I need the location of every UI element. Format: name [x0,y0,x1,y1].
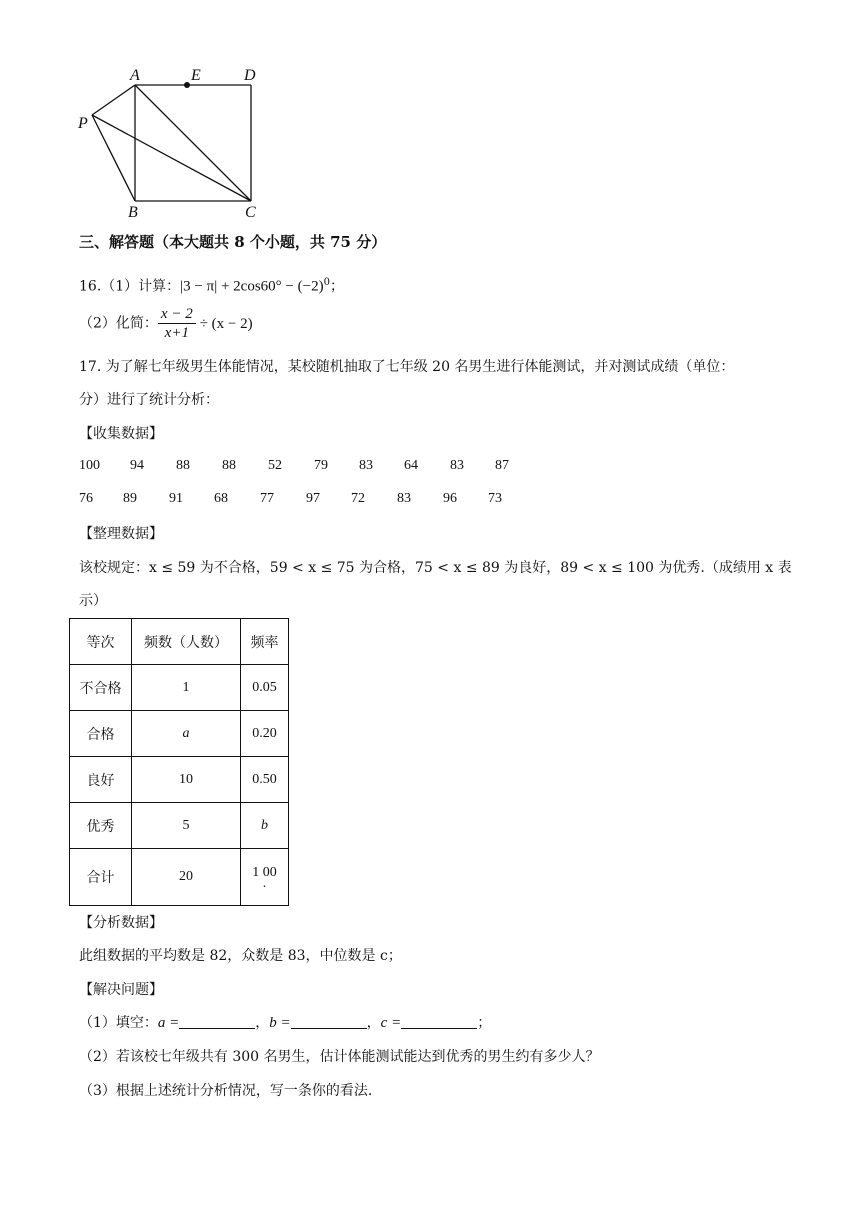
section-heading: 三、解答题（本大题共 8 个小题，共 75 分） [79,233,387,251]
geometry-figure [70,62,270,222]
data-value: 96 [443,491,457,506]
table-cell: 0.50 [241,757,289,803]
table-header-cell: 频率 [241,619,289,665]
q16-part2-fraction [158,305,196,342]
label-c: C [245,204,256,221]
fill-end: ； [477,1015,492,1031]
data-value: 100 [79,458,100,473]
table-cell: a [132,711,241,757]
data-value: 76 [79,491,93,506]
solve-heading: 【解决问题】 [79,982,163,998]
q16-part1-prefix: 16.（1）计算： [79,278,181,295]
analyze-text: 此组数据的平均数是 82，众数是 83，中位数是 c； [79,948,402,964]
answer-blank-c[interactable] [401,1014,477,1029]
table-header-cell: 等次 [70,619,132,665]
fill-separator: ， [255,1015,270,1031]
total-frequency-dot: . [262,876,267,891]
table-cell: 0.05 [241,665,289,711]
data-value: 64 [404,458,418,473]
point-e [184,82,190,88]
data-value: 94 [130,458,144,473]
data-value: 88 [176,458,190,473]
answer-blank-a[interactable] [179,1014,255,1029]
segment-pb [92,115,135,201]
data-value: 89 [123,491,137,506]
table-cell: 优秀 [70,803,132,849]
table-row [70,803,289,849]
table-cell: 0.20 [241,711,289,757]
table-cell: 良好 [70,757,132,803]
data-value: 83 [450,458,464,473]
table-cell: 不合格 [70,665,132,711]
q16-part2-numerator: x − 2 [158,305,196,324]
answer-blank-b[interactable] [291,1014,367,1029]
q17-intro-line1: 17. 为了解七年级男生体能情况，某校随机抽取了七年级 20 名男生进行体能测试，并对测试成绩（单位： [79,359,735,375]
label-a: A [130,67,140,84]
table-cell-total-frequency [241,849,289,906]
data-value: 68 [214,491,228,506]
table-cell: 5 [132,803,241,849]
table-row [70,711,289,757]
data-value: 52 [268,458,282,473]
q16-part2-denominator: x+1 [164,325,189,341]
question-3: （3）根据上述统计分析情况，写一条你的看法. [79,1083,373,1099]
data-value: 79 [314,458,328,473]
table-row [70,757,289,803]
segment-pc [92,115,251,201]
data-value: 91 [169,491,183,506]
table-cell: 合计 [70,849,132,906]
table-header-row [70,619,289,665]
fill-separator: ， [366,1015,381,1031]
table-cell: 10 [132,757,241,803]
data-value: 97 [306,491,320,506]
table-header-cell: 频数（人数） [132,619,241,665]
label-e: E [191,67,201,84]
q16-part1-exponent: 0 [323,277,330,288]
fill-blank-line [79,1013,491,1033]
data-value: 83 [359,458,373,473]
segment-pa [92,85,135,115]
data-value: 77 [260,491,274,506]
table-row [70,665,289,711]
q16-part1 [79,273,344,297]
rule-line1: 该校规定：x ≤ 59 为不合格，59 < x ≤ 75 为合格，75 < x ≤ 89 为良好，89 < x ≤ 100 为优秀.（成绩用 x 表 [79,560,792,576]
label-d: D [244,67,256,84]
q16-part2-prefix: （2）化简： [79,315,158,332]
collect-heading: 【收集数据】 [79,426,163,442]
table-cell: b [241,803,289,849]
rule-line2: 示） [79,593,107,609]
total-frequency-value: 1 00 [252,865,277,880]
q17-intro-line2: 分）进行了统计分析： [79,392,219,408]
question-2: （2）若该校七年级共有 300 名男生，估计体能测试能达到优秀的男生约有多少人？ [79,1049,600,1065]
segment-ac [135,85,251,201]
data-value: 73 [488,491,502,506]
fill-b-label: b = [269,1015,291,1031]
label-b: B [128,204,138,221]
data-value: 83 [397,491,411,506]
q16-part2-rest: ÷ (x − 2) [199,315,253,332]
data-value: 88 [222,458,236,473]
fill-c-label: c = [380,1015,402,1031]
fill-prefix: （1）填空： [79,1015,158,1031]
frequency-table [69,618,289,906]
analyze-heading: 【分析数据】 [79,915,163,931]
table-cell: 1 [132,665,241,711]
organize-heading: 【整理数据】 [79,526,163,542]
label-p: P [78,115,88,132]
q16-part1-expr: |3 − π| + 2cos60° − (−2) [180,278,324,295]
data-row-2 [0,491,860,511]
q16-part1-end: ； [329,278,344,295]
table-cell: 20 [132,849,241,906]
data-value: 87 [495,458,509,473]
data-row-1 [0,458,860,478]
fill-a-label: a = [157,1015,180,1031]
data-value: 72 [351,491,365,506]
table-cell: 合格 [70,711,132,757]
q16-part2 [79,305,253,342]
table-row [70,849,289,906]
